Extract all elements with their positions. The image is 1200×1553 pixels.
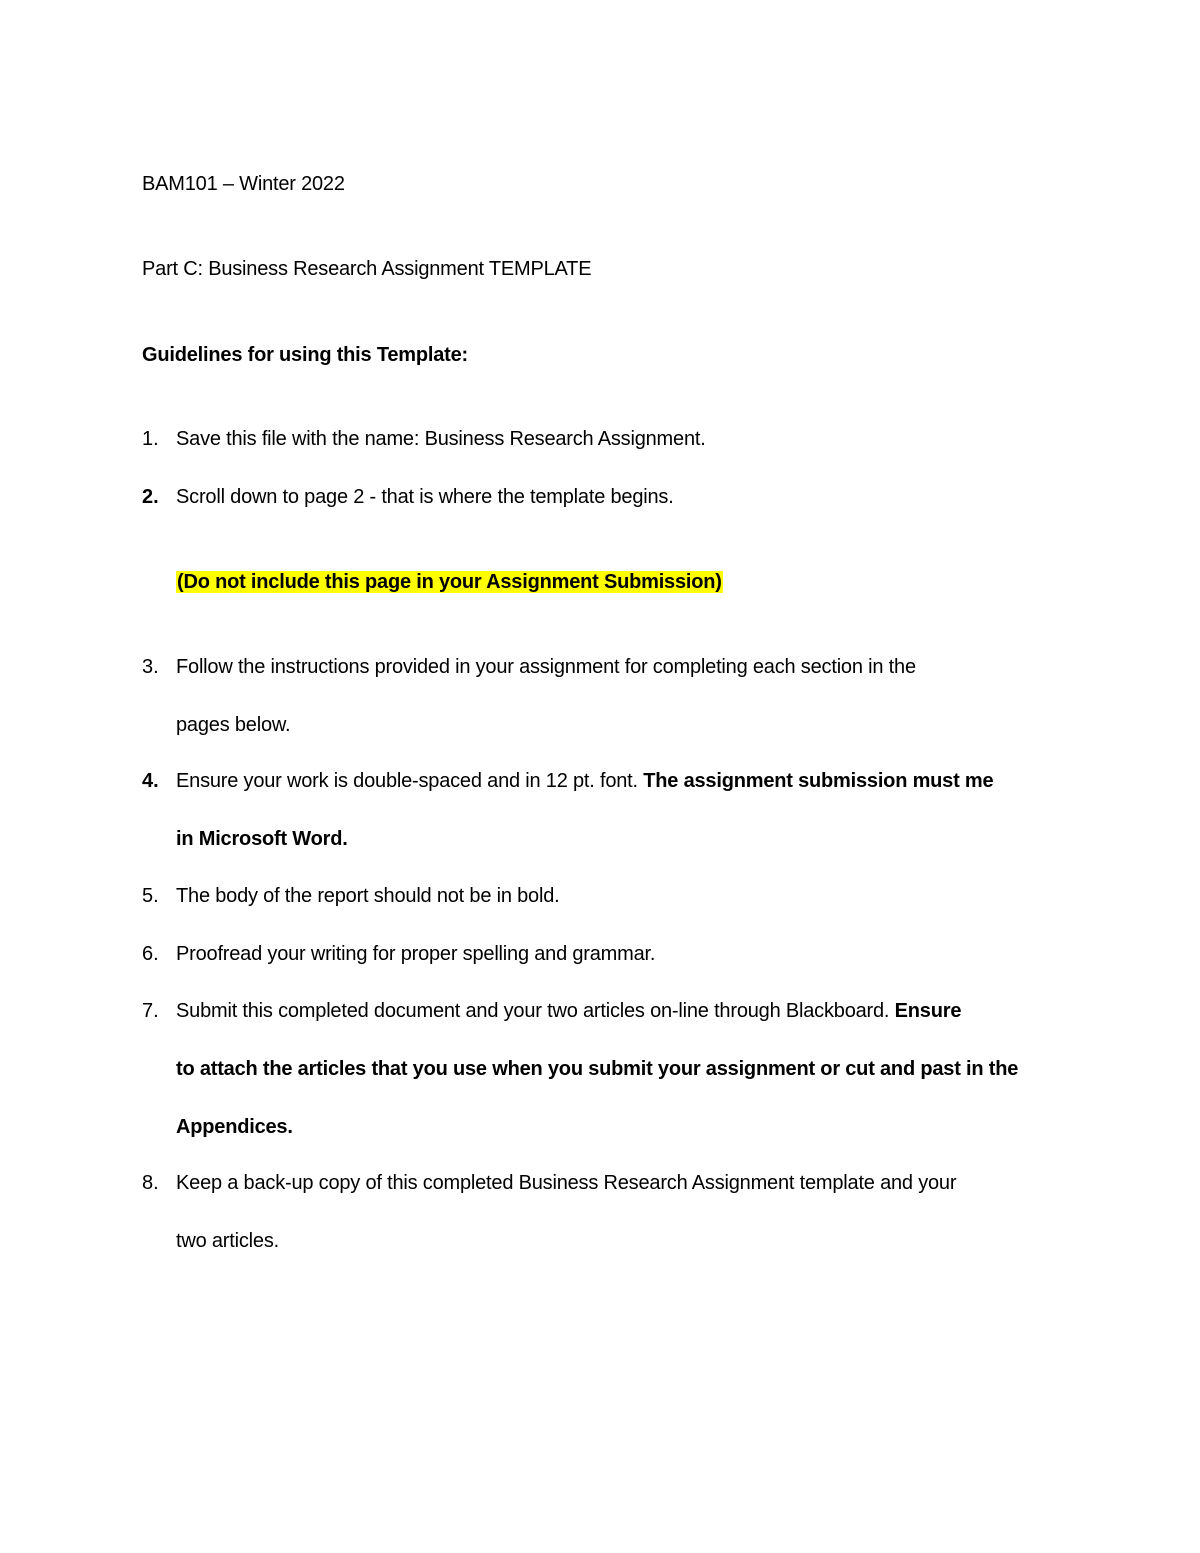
list-item-4-regular: Ensure your work is double-spaced and in 12 pt. font. [176, 770, 644, 792]
list-item-6: Proofread your writing for proper spelling and grammar. [176, 943, 656, 965]
list-item-8-line1: Keep a back-up copy of this completed Business Research Assignment template and your [176, 1172, 957, 1194]
list-item-4-line1 [176, 767, 993, 795]
list-item-2: Scroll down to page 2 - that is where the template begins. [176, 486, 674, 508]
list-item-7-line3: Appendices. [176, 1116, 293, 1138]
list-item-4-bold: The assignment submission must me [643, 770, 994, 792]
list-item-3-line1: Follow the instructions provided in your assignment for completing each section in the [176, 656, 916, 678]
guidelines-heading: Guidelines for using this Template: [142, 344, 468, 366]
list-number-7: 7. [142, 1000, 159, 1022]
list-item-7-line1 [176, 997, 961, 1025]
list-number-1: 1. [142, 428, 159, 450]
list-number-2: 2. [142, 486, 159, 508]
list-number-8: 8. [142, 1172, 159, 1194]
list-number-3: 3. [142, 656, 159, 678]
list-number-5: 5. [142, 885, 159, 907]
list-item-8-line2: two articles. [176, 1230, 279, 1252]
list-item-5: The body of the report should not be in bold. [176, 885, 560, 907]
list-number-6: 6. [142, 943, 159, 965]
list-item-7-line2: to attach the articles that you use when you submit your assignment or cut and past in the [176, 1058, 1019, 1080]
highlight-text: (Do not include this page in your Assignment Submission) [177, 571, 722, 593]
list-item-1: Save this file with the name: Business Research Assignment. [176, 428, 706, 450]
course-title: BAM101 – Winter 2022 [142, 173, 345, 195]
list-item-4-line2: in Microsoft Word. [176, 828, 348, 850]
list-number-4: 4. [142, 770, 159, 792]
highlighted-note [176, 568, 723, 596]
part-title: Part C: Business Research Assignment TEMPLATE [142, 258, 592, 280]
list-item-7-bold: Ensure [894, 1000, 962, 1022]
list-item-7-regular: Submit this completed document and your two articles on-line through Blackboard. [176, 1000, 895, 1022]
list-item-3-line2: pages below. [176, 714, 291, 736]
